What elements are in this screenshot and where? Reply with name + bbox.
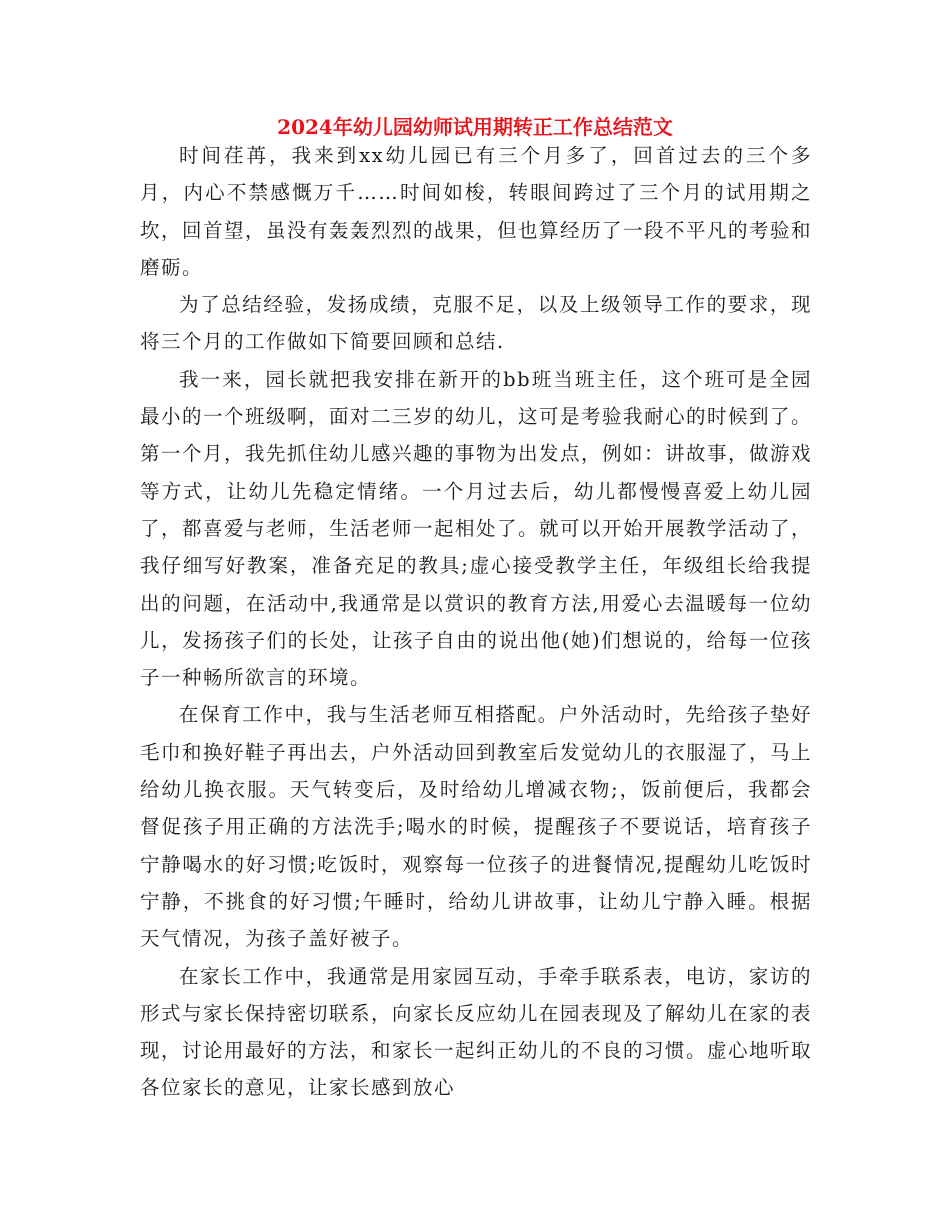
document-title: 2024年幼儿园幼师试用期转正工作总结范文: [277, 115, 673, 139]
paragraph: 为了总结经验，发扬成绩，克服不足，以及上级领导工作的要求，现将三个月的工作做如下简要回顾和总结.: [140, 293, 812, 354]
paragraph: 在家长工作中，我通常是用家园互动，手牵手联系表，电访，家访的形式与家长保持密切联系，向家长反应幼儿在园表现及了解幼儿在家的表现，讨论用最好的方法，和家长一起纠正幼儿的不良的习惯。虚心地听取各位家长的意见，让家长感到放心: [140, 964, 813, 1100]
document-body: [140, 137, 812, 1107]
paragraph: 时间荏苒，我来到xx幼儿园已有三个月多了，回首过去的三个多月，内心不禁感慨万千……时间如梭，转眼间跨过了三个月的试用期之坎，回首望，虽没有轰轰烈烈的战果，但也算经历了一段不平凡的考验和磨砺。: [140, 144, 813, 279]
paragraph: 在保育工作中，我与生活老师互相搭配。户外活动时，先给孩子垫好毛巾和换好鞋子再出去，户外活动回到教室后发觉幼儿的衣服湿了，马上给幼儿换衣服。天气转变后，及时给幼儿增减衣物;，饭前便后，我都会督促孩子用正确的方法洗手;喝水的时候，提醒孩子不要说话，培育孩子宁静喝水的好习惯;吃饭时，观察每一位孩子的进餐情况,提醒幼儿吃饭时宁静，不挑食的好习惯;午睡时，给幼儿讲故事，让幼儿宁静入睡。根据天气情况，为孩子盖好被子。: [140, 703, 813, 951]
paragraph: 我一来，园长就把我安排在新开的bb班当班主任，这个班可是全园最小的一个班级啊，面对二三岁的幼儿，这可是考验我耐心的时候到了。第一个月，我先抓住幼儿感兴趣的事物为出发点，例如：讲故事，做游戏等方式，让幼儿先稳定情绪。一个月过去后，幼儿都慢慢喜爱上幼儿园了，都喜爱与老师，生活老师一起相处了。就可以开始开展教学活动了，我仔细写好教案，准备充足的教具;虚心接受教学主任，年级组长给我提出的问题，在活动中,我通常是以赏识的教育方法,用爱心去温暖每一位幼儿，发扬孩子们的长处，让孩子自由的说出他(她)们想说的，给每一位孩子一种畅所欲言的环境。: [140, 367, 813, 690]
